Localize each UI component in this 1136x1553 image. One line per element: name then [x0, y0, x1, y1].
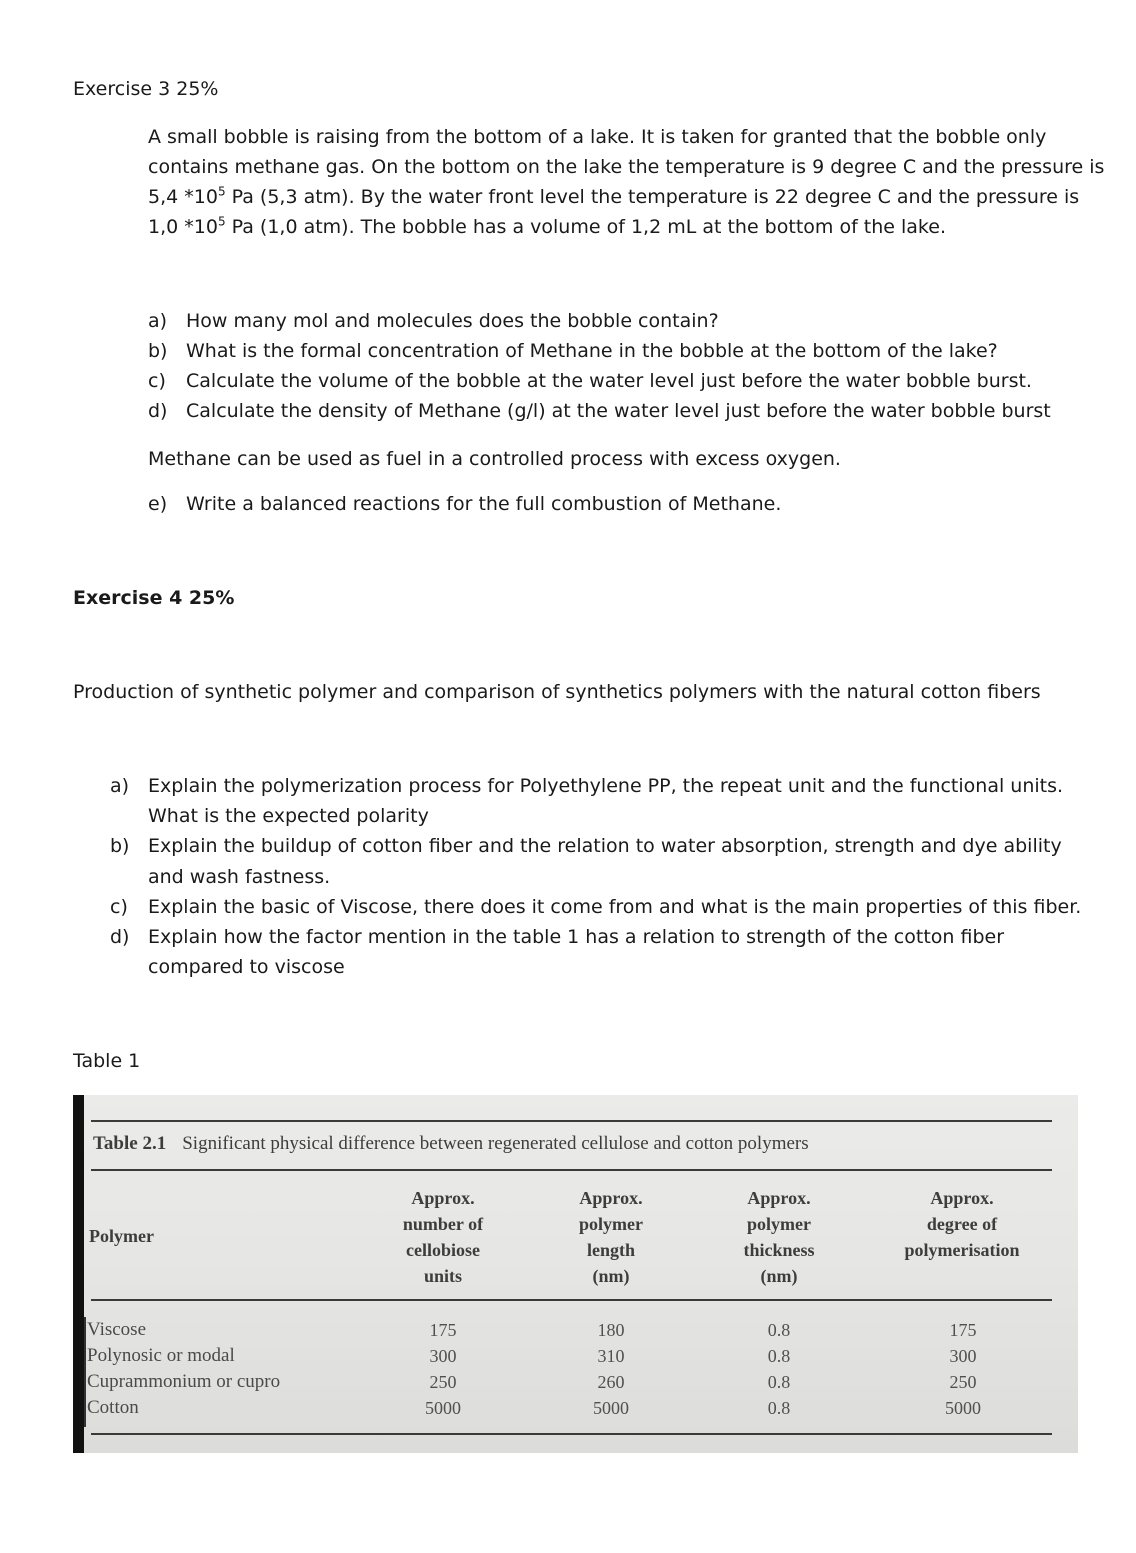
question-text: Write a balanced reactions for the full combustion of Methane.: [186, 493, 782, 515]
question-label: c): [110, 896, 128, 918]
question-text: Explain the basic of Viscose, there does it come from and what is the main properties of this fiber.: [148, 896, 1082, 918]
intro-line: 5,4 $*10^5$ Pa (5,3 atm). By the water front level the temperature is 22 degree C and the pressure is: [148, 184, 1080, 208]
cell-cellobiose-units: 300: [429, 1346, 457, 1366]
exercise-3-title: Exercise 3 25%: [73, 78, 219, 100]
question-text: Calculate the volume of the bobble at the water level just before the water bobble burst.: [186, 370, 1032, 392]
question-text: Calculate the density of Methane (g/l) at the water level just before the water bobble burst: [186, 400, 1051, 422]
cell-polymer-length: 310: [597, 1346, 625, 1366]
question-text: What is the formal concentration of Methane in the bobble at the bottom of the lake?: [186, 340, 998, 362]
question-text: compared to viscose: [148, 956, 345, 978]
row-polymer-name: Viscose: [87, 1319, 147, 1340]
question-label: b): [148, 340, 168, 362]
header-polymer: Polymer: [89, 1226, 154, 1246]
question-label: c): [148, 370, 166, 392]
table-row-bracket: [84, 1317, 86, 1427]
cell-polymer-length: 180: [597, 1320, 625, 1340]
header-degree-of-polymerisation: Approx. degree of polymerisation: [904, 1188, 1020, 1260]
cell-polymer-length: 260: [597, 1372, 625, 1392]
question-label: a): [148, 310, 168, 332]
header-polymer-length: Approx. polymer length (nm): [579, 1188, 643, 1286]
cell-polymer-length: 5000: [593, 1398, 629, 1418]
exercise-3-note: Methane can be used as fuel in a controlled process with excess oxygen.: [148, 448, 841, 470]
table-photo: [73, 1095, 1078, 1453]
cell-polymer-thickness: 0.8: [767, 1398, 791, 1418]
intro-line: 1,0 $*10^5$ Pa (1,0 atm). The bobble has a volume of 1,2 mL at the bottom of the lake.: [148, 214, 946, 238]
table-bottom-rule: [91, 1433, 1052, 1435]
row-polymer-name: Cotton: [87, 1397, 139, 1418]
table-caption: [93, 1133, 809, 1155]
table-header-bottom-rule: [91, 1299, 1052, 1301]
question-label: a): [110, 775, 130, 797]
question-text: Explain the buildup of cotton fiber and the relation to water absorption, strength and dye ability: [148, 835, 1062, 857]
question-text: and wash fastness.: [148, 866, 331, 888]
question-text: How many mol and molecules does the bobble contain?: [186, 310, 719, 332]
intro-line: contains methane gas. On the bottom on the lake the temperature is 9 degree C and the pressure is: [148, 156, 1105, 178]
table-caption-label: Table 2.1: [93, 1133, 167, 1154]
table-caption-text: Significant physical difference between regenerated cellulose and cotton polymers: [182, 1133, 809, 1154]
cell-degree-of-polymerisation: 5000: [945, 1398, 981, 1418]
cell-polymer-thickness: 0.8: [767, 1320, 791, 1340]
cell-degree-of-polymerisation: 175: [949, 1320, 977, 1340]
cell-cellobiose-units: 5000: [425, 1398, 461, 1418]
exercise-4-intro: Production of synthetic polymer and comparison of synthetics polymers with the natural cotton fibers: [73, 681, 1041, 703]
cell-cellobiose-units: 175: [429, 1320, 457, 1340]
row-polymer-name: Cuprammonium or cupro: [87, 1371, 281, 1392]
cell-degree-of-polymerisation: 300: [949, 1346, 977, 1366]
exercise-4-title: Exercise 4 25%: [73, 587, 235, 609]
row-polymer-name: Polynosic or modal: [87, 1345, 235, 1366]
table-left-bar: [73, 1095, 84, 1453]
table-header-top-rule: [91, 1169, 1052, 1171]
question-label: e): [148, 493, 168, 515]
intro-line: A small bobble is raising from the bottom of a lake. It is taken for granted that the bobble only: [148, 126, 1047, 148]
cell-polymer-thickness: 0.8: [767, 1346, 791, 1366]
cell-degree-of-polymerisation: 250: [949, 1372, 977, 1392]
question-text: Explain how the factor mention in the table 1 has a relation to strength of the cotton fiber: [148, 926, 1005, 948]
question-label: d): [148, 400, 168, 422]
cell-cellobiose-units: 250: [429, 1372, 457, 1392]
header-polymer-thickness: Approx. polymer thickness (nm): [743, 1188, 815, 1286]
table-label: Table 1: [73, 1050, 141, 1072]
question-label: d): [110, 926, 130, 948]
cell-polymer-thickness: 0.8: [767, 1372, 791, 1392]
question-text: Explain the polymerization process for Polyethylene PP, the repeat unit and the functional units.: [148, 775, 1064, 797]
question-text: What is the expected polarity: [148, 805, 429, 827]
header-cellobiose-units: Approx. number of cellobiose units: [402, 1188, 484, 1286]
table-top-rule: [91, 1120, 1052, 1122]
question-label: b): [110, 835, 130, 857]
